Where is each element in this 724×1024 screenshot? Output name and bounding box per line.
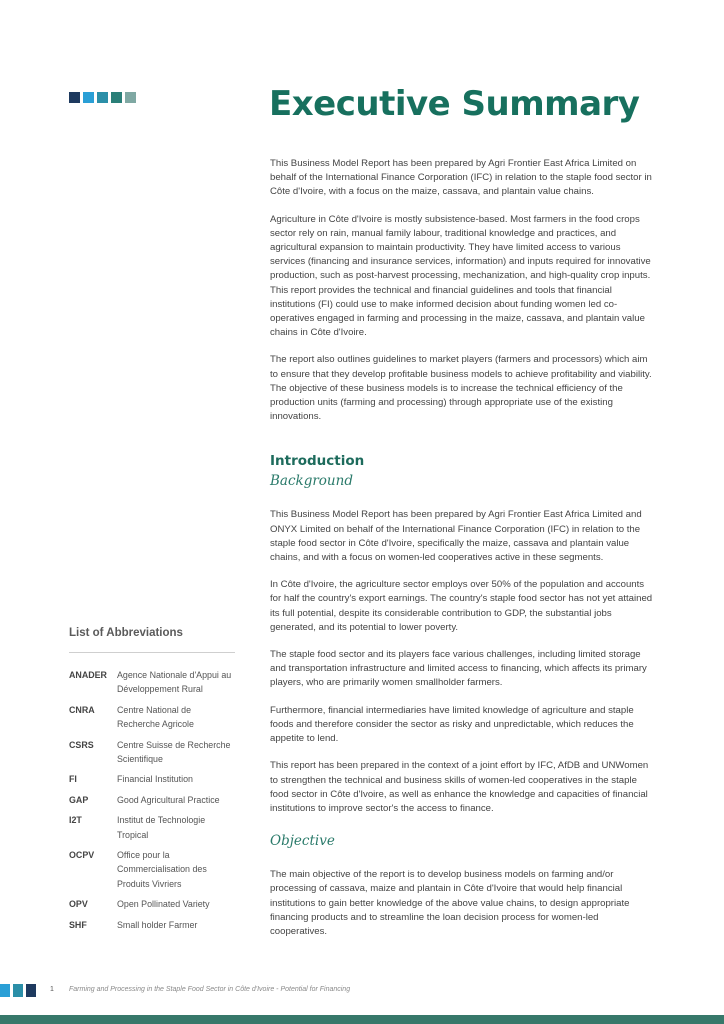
footer-square — [26, 984, 36, 997]
abbreviation-code: SHF — [69, 919, 87, 930]
bottom-bar — [0, 1015, 724, 1024]
background-paragraph: This Business Model Report has been prepared by Agri Frontier East Africa Limited and ONYX Limited on behalf of the International Finance Corporation (IFC) in relation to the staple food sector in Côte d'Ivoire, specifically the maize, cassava and plantain value chains, and with a focus on women-led cooperatives active in these segments. — [270, 509, 642, 564]
summary-paragraph: The report also outlines guidelines to market players (farmers and processors) which aim to ensure that they develop profitable business models to achieve profitability and viability. The objective of these business models is to increase the technical efficiency of the production units (farming and processing) through appropriate use of the existing innovations. — [270, 354, 652, 423]
abbreviation-row — [69, 793, 235, 807]
abbreviation-definition: Centre National de Recherche Agricole — [117, 704, 194, 730]
background-paragraph: This report has been prepared in the context of a joint effort by IFC, AfDB and UNWomen to strengthen the technical and business skills of women-led cooperatives in the staple food sector in Côte d'Ivoire, as well as enhance the knowledge and capacities of financial institutions to improve sector's the access to finance. — [270, 760, 649, 814]
brand-squares — [69, 92, 136, 103]
abbreviation-code: I2T — [69, 815, 82, 826]
brand-square — [69, 92, 80, 103]
abbreviation-definition: Small holder Farmer — [117, 919, 198, 930]
abbreviation-code: ANADER — [69, 670, 107, 680]
abbreviation-definition: Institut de Technologie Tropical — [117, 815, 206, 840]
brand-square — [97, 92, 108, 103]
abbreviation-definition: Financial Institution — [117, 774, 193, 785]
abbreviations-list — [69, 668, 235, 932]
summary-paragraph: This Business Model Report has been prepared by Agri Frontier East Africa Limited on behalf of the International Finance Corporation (IFC) in relation to the staple food sector in Côte d'Ivoire, with a focus on the maize, cassava, and plantain value chains. — [270, 158, 652, 198]
footer-square — [13, 984, 23, 997]
footer-squares — [0, 984, 36, 997]
brand-square — [111, 92, 122, 103]
abbreviation-code: OPV — [69, 899, 88, 910]
abbreviation-row — [69, 668, 235, 697]
background-paragraph: The staple food sector and its players face various challenges, including limited storage and transportation infrastructure and limited access to financing, which affects its primary players, who are primarily women smallholder farmers. — [270, 649, 647, 689]
brand-square — [125, 92, 136, 103]
summary-paragraph: Agriculture in Côte d'Ivoire is mostly subsistence-based. Most farmers in the food crops sector rely on rain, manual family labour, traditional knowledge and practices, and agricultural expansion to maintain productivity. They have limited access to various services (financing and insurance services, information) and inputs required for innovative production, such as post-harvest processing, mechanization, and high-quality crop inputs. This report provides the technical and financial guidelines and tools that financial institutions (FI) could use to make informed decision about funding women led co-operatives engaged in farming and processing in the maize, cassava, and plantain value chains in Côte d'Ivoire. — [270, 213, 651, 339]
abbreviation-code: CNRA — [69, 704, 95, 715]
background-heading: Background — [270, 473, 353, 490]
objective-heading: Objective — [270, 833, 335, 850]
abbreviation-definition: Agence Nationale d'Appui au Développement Rural — [117, 670, 232, 695]
objective-paragraph: The main objective of the report is to develop business models on farming and/or processing of cassava, maize and plantain in Côte d'Ivoire that would help financial institutions to gain better knowledge of the above value chains, to design appropriate financing products and to streamline the loan decision process for women-led cooperatives. — [270, 869, 630, 937]
introduction-heading: Introduction — [270, 453, 365, 470]
abbreviation-definition: Centre Suisse de Recherche Scientifique — [117, 739, 231, 765]
abbreviations-title: List of Abbreviations — [69, 626, 235, 653]
background-paragraph: In Côte d'Ivoire, the agriculture sector employs over 50% of the population and accounts for half the country's export earnings. The country's staple food sector has not yet attained its full potential, despite its considerable contribution to GDP, the substantial jobs generated, and its potential to lower poverty. — [270, 579, 653, 633]
abbreviation-code: CSRS — [69, 739, 94, 750]
abbreviation-row — [69, 813, 235, 842]
brand-square — [83, 92, 94, 103]
abbreviation-code: OCPV — [69, 850, 95, 861]
footer-text: Farming and Processing in the Staple Food Sector in Côte d'Ivoire - Potential for Financing — [69, 986, 351, 993]
abbreviation-row — [69, 738, 235, 767]
abbreviation-definition: Office pour la Commercialisation des Produits Vivriers — [117, 850, 207, 889]
abbreviation-definition: Open Pollinated Variety — [117, 899, 210, 910]
abbreviation-definition: Good Agricultural Practice — [117, 794, 220, 805]
abbreviation-row — [69, 772, 235, 786]
page-title: Executive Summary — [269, 84, 640, 124]
abbreviation-code: GAP — [69, 794, 89, 805]
footer-square — [0, 984, 10, 997]
abbreviation-row — [69, 703, 235, 732]
abbreviation-row — [69, 897, 235, 911]
abbreviation-row — [69, 848, 235, 891]
main-content — [270, 157, 656, 952]
abbreviation-code: FI — [69, 774, 77, 785]
abbreviations-panel — [69, 626, 235, 938]
background-paragraph: Furthermore, financial intermediaries have limited knowledge of agriculture and staple foods and therefore consider the sector as risky and unpredictable, which reduces the appetite to lend. — [270, 704, 634, 745]
abbreviation-row — [69, 918, 235, 932]
page-number: 1 — [50, 986, 54, 993]
